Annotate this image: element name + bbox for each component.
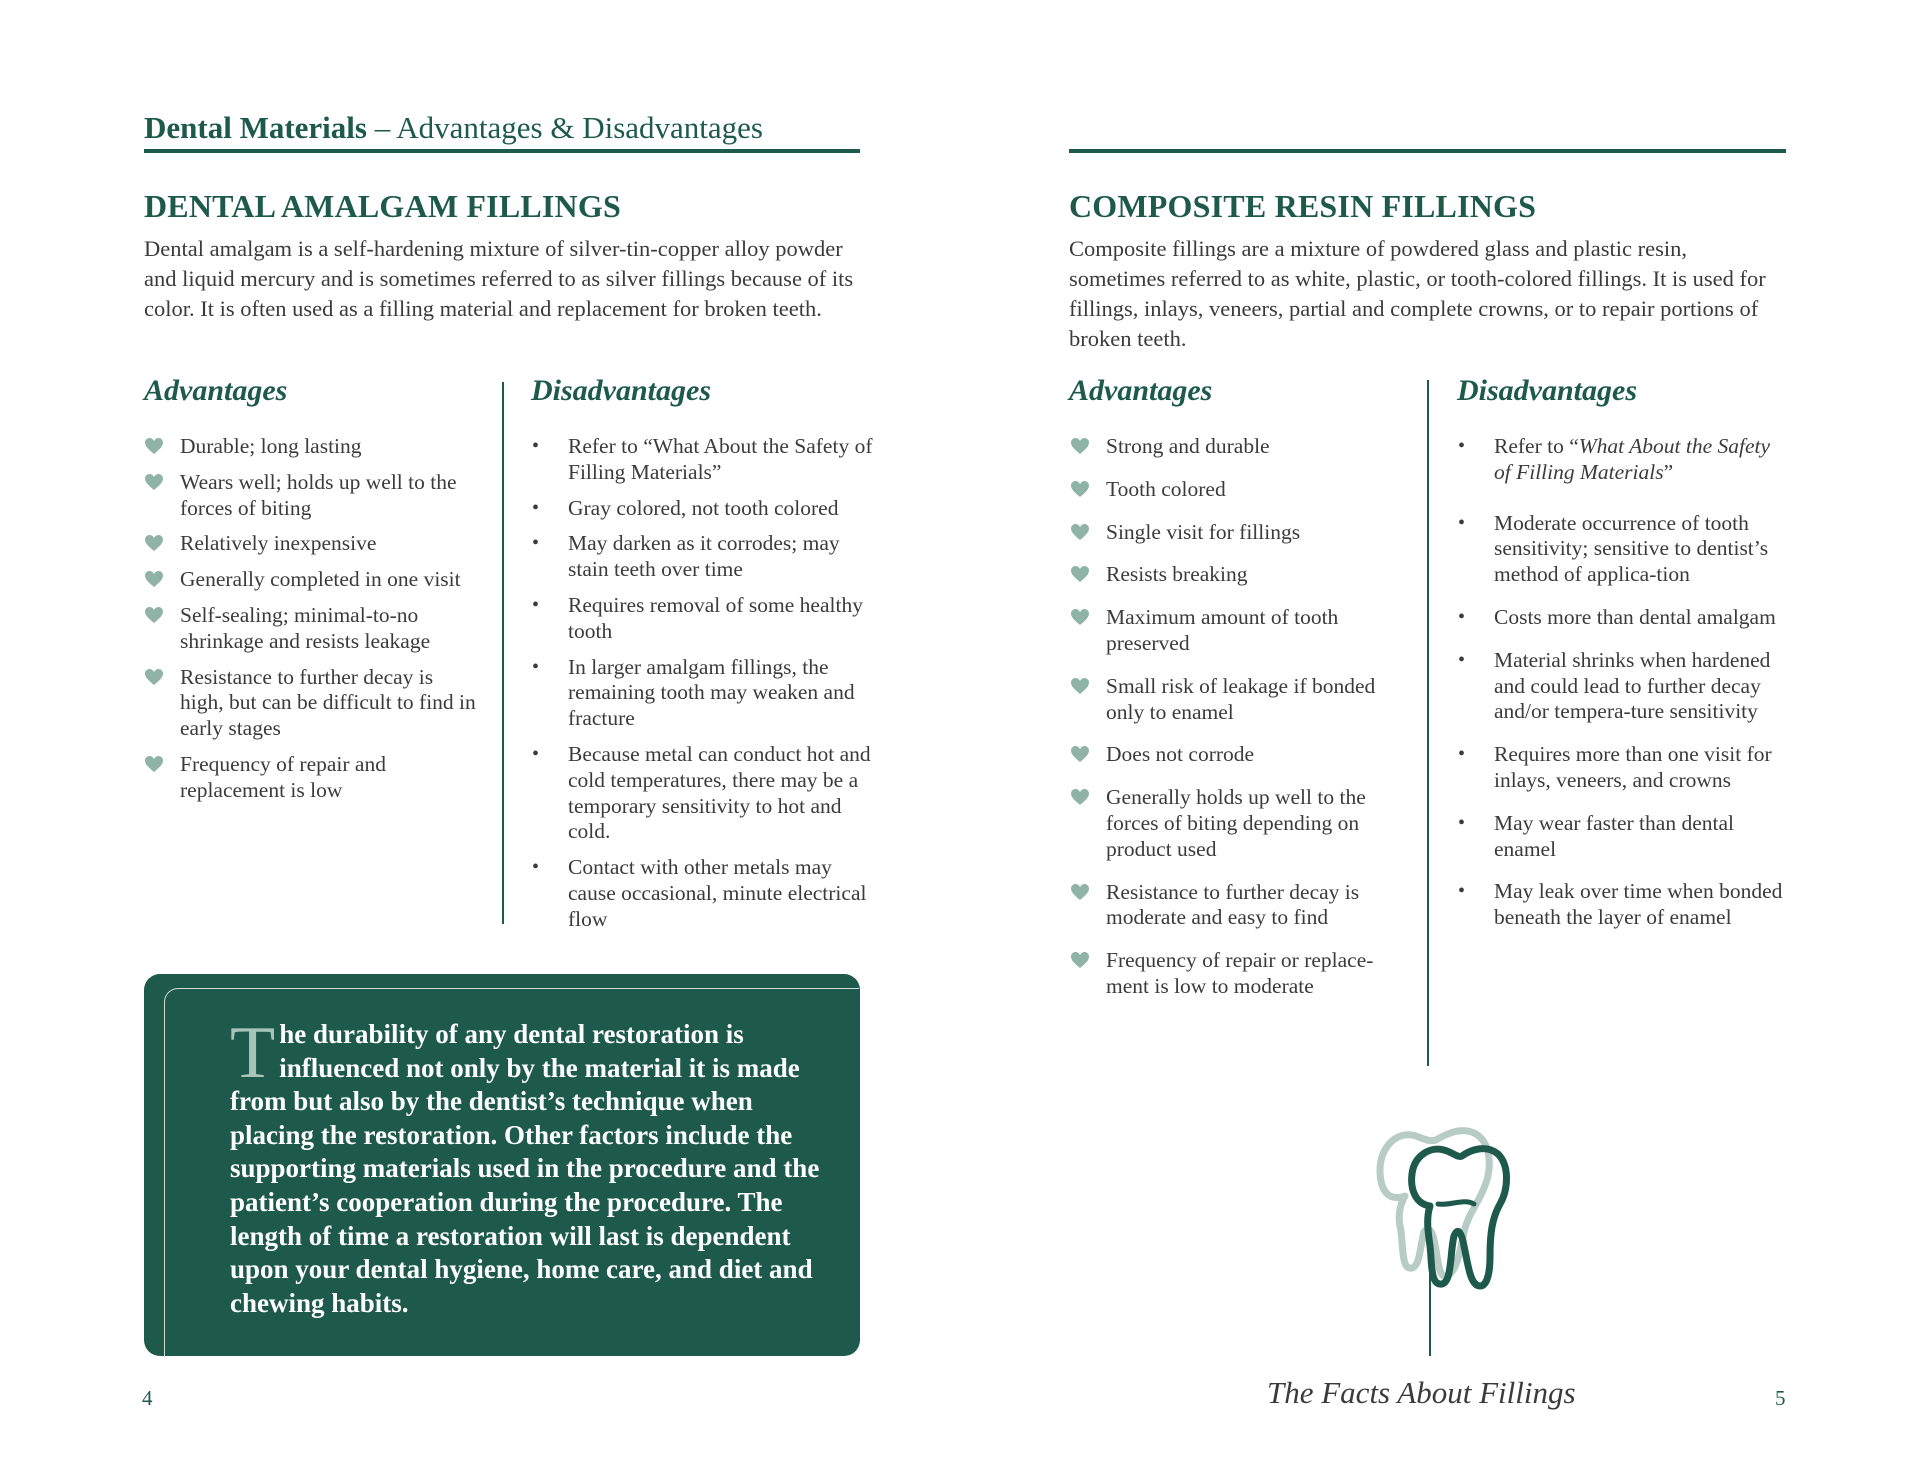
list-item: Self-sealing; minimal-to-no shrinkage and resists leakage xyxy=(180,603,480,655)
list-item: • Refer to “What About the Safety of Filling Materials” xyxy=(1458,434,1771,484)
list-item: Frequency of repair or replace-ment is low to moderate xyxy=(1106,948,1406,1000)
heart-icon xyxy=(1070,480,1090,498)
durability-callout xyxy=(144,974,860,1356)
header-bold: Dental Materials xyxy=(144,110,367,145)
amalgam-title: DENTAL AMALGAM FILLINGS xyxy=(144,188,621,224)
booklet-title: The Facts About Fillings xyxy=(1267,1375,1576,1410)
heart-icon xyxy=(1070,788,1090,806)
composite-column-divider xyxy=(1427,380,1429,1066)
composite-advantages-heading: Advantages xyxy=(1069,374,1213,407)
heart-icon xyxy=(1070,437,1090,455)
heart-icon xyxy=(144,668,164,686)
heart-icon xyxy=(1070,745,1090,763)
heart-icon xyxy=(144,437,164,455)
list-item: • Refer to “What About the Safety of Filling Materials” xyxy=(532,434,873,484)
amalgam-disadvantages-list xyxy=(532,434,878,933)
composite-intro: Composite fillings are a mixture of powdered glass and plastic resin, sometimes referred to as white, plastic, or tooth-colored fillings. It is used for fillings, inlays, veneers, partial and complete crowns, or to repair portions of broken teeth. xyxy=(1069,236,1766,351)
page-number-right: 5 xyxy=(1775,1386,1786,1410)
heart-icon xyxy=(1070,951,1090,969)
callout-body: he durability of any dental restoration is influenced not only by the material it is made from but also by the dentist’s technique when placing the restoration. Other factors include the supporting materials used in the procedure and the patient’s cooperation during the procedure. The length of time a restoration will last is dependent upon your dental hygiene, home care, and diet and chewing habits. xyxy=(230,1019,820,1318)
bullet-dot: • xyxy=(532,593,540,616)
bullet-dot: • xyxy=(1458,811,1466,834)
tooth-icon xyxy=(1350,1086,1510,1356)
list-item: • In larger amalgam fillings, the remaining tooth may weaken and fracture xyxy=(532,654,855,731)
heart-icon xyxy=(1070,565,1090,583)
list-item: • May leak over time when bonded beneath the layer of enamel xyxy=(1458,879,1783,930)
list-item: • Because metal can conduct hot and cold temperatures, there may be a temporary sensitivity to hot and cold. xyxy=(532,741,871,844)
heart-icon xyxy=(144,755,164,773)
composite-disadvantages-heading: Disadvantages xyxy=(1457,374,1637,407)
list-item: Maximum amount of tooth preserved xyxy=(1106,605,1406,657)
composite-advantages-list xyxy=(1106,434,1406,1000)
drop-cap: T xyxy=(230,1012,276,1094)
list-item: Wears well; holds up well to the forces of biting xyxy=(180,470,480,522)
list-item: Resistance to further decay is moderate and easy to find xyxy=(1106,880,1406,932)
composite-title: COMPOSITE RESIN FILLINGS xyxy=(1069,188,1537,224)
bullet-dot: • xyxy=(532,435,540,457)
bullet-dot: • xyxy=(532,496,540,519)
list-item: Resists breaking xyxy=(1106,562,1406,588)
bullet-dot: • xyxy=(1458,435,1466,457)
amalgam-advantages-list xyxy=(180,434,480,804)
heart-icon xyxy=(1070,608,1090,626)
list-item: • Requires more than one visit for inlays, veneers, and crowns xyxy=(1458,742,1772,792)
list-item: Durable; long lasting xyxy=(180,434,480,460)
list-item: Does not corrode xyxy=(1106,742,1406,768)
list-item: Tooth colored xyxy=(1106,477,1406,503)
amalgam-column-divider xyxy=(502,382,504,924)
heart-icon xyxy=(1070,883,1090,901)
list-item: Strong and durable xyxy=(1106,434,1406,460)
bullet-dot: • xyxy=(1458,743,1466,766)
amalgam-disadvantages-heading: Disadvantages xyxy=(531,374,711,407)
bullet-dot: • xyxy=(532,655,540,678)
bullet-dot: • xyxy=(532,856,540,879)
heart-icon xyxy=(1070,523,1090,541)
list-item: Frequency of repair and replacement is low xyxy=(180,752,480,804)
running-header xyxy=(144,108,763,148)
heart-icon xyxy=(144,534,164,552)
bullet-dot: • xyxy=(1458,648,1466,671)
list-item: • May wear faster than dental enamel xyxy=(1458,810,1734,861)
heart-icon xyxy=(1070,677,1090,695)
list-item: Generally holds up well to the forces of biting depending on product used xyxy=(1106,785,1406,862)
bullet-dot: • xyxy=(1458,605,1466,628)
header-rule-left xyxy=(144,149,860,153)
list-item: Resistance to further decay is high, but can be difficult to find in early stages xyxy=(180,665,480,742)
list-item: • Gray colored, not tooth colored xyxy=(532,495,839,520)
header-rule-right xyxy=(1069,149,1786,153)
heart-icon xyxy=(144,473,164,491)
bullet-dot: • xyxy=(532,742,540,765)
list-item: • Costs more than dental amalgam xyxy=(1458,604,1776,629)
list-item: Relatively inexpensive xyxy=(180,531,480,557)
list-item: • Contact with other metals may cause occasional, minute electrical flow xyxy=(532,855,867,931)
page-number-left: 4 xyxy=(142,1386,153,1410)
amalgam-intro: Dental amalgam is a self-hardening mixture of silver-tin-copper alloy powder and liquid mercury and is sometimes referred to as silver fillings because of its color. It is often used as a filling material and replacement for broken teeth. xyxy=(144,236,854,321)
list-item: • Requires removal of some healthy tooth xyxy=(532,592,863,643)
header-rest: – Advantages & Disadvantages xyxy=(366,110,763,145)
list-item: • Moderate occurrence of tooth sensitivity; sensitive to dentist’s method of applica-tion xyxy=(1458,510,1769,587)
list-item: Single visit for fillings xyxy=(1106,520,1406,546)
bullet-dot: • xyxy=(532,532,540,555)
heart-icon xyxy=(144,570,164,588)
composite-disadvantages-list xyxy=(1458,434,1792,931)
amalgam-advantages-heading: Advantages xyxy=(144,374,288,407)
list-item: Small risk of leakage if bonded only to enamel xyxy=(1106,674,1406,726)
bullet-dot: • xyxy=(1458,880,1466,903)
bullet-dot: • xyxy=(1458,511,1466,534)
heart-icon xyxy=(144,606,164,624)
list-item: Generally completed in one visit xyxy=(180,567,480,593)
callout-text xyxy=(230,1012,836,1320)
list-item: • Material shrinks when hardened and could lead to further decay and/or tempera-ture sensitivity xyxy=(1458,647,1771,724)
list-item: • May darken as it corrodes; may stain teeth over time xyxy=(532,531,840,582)
